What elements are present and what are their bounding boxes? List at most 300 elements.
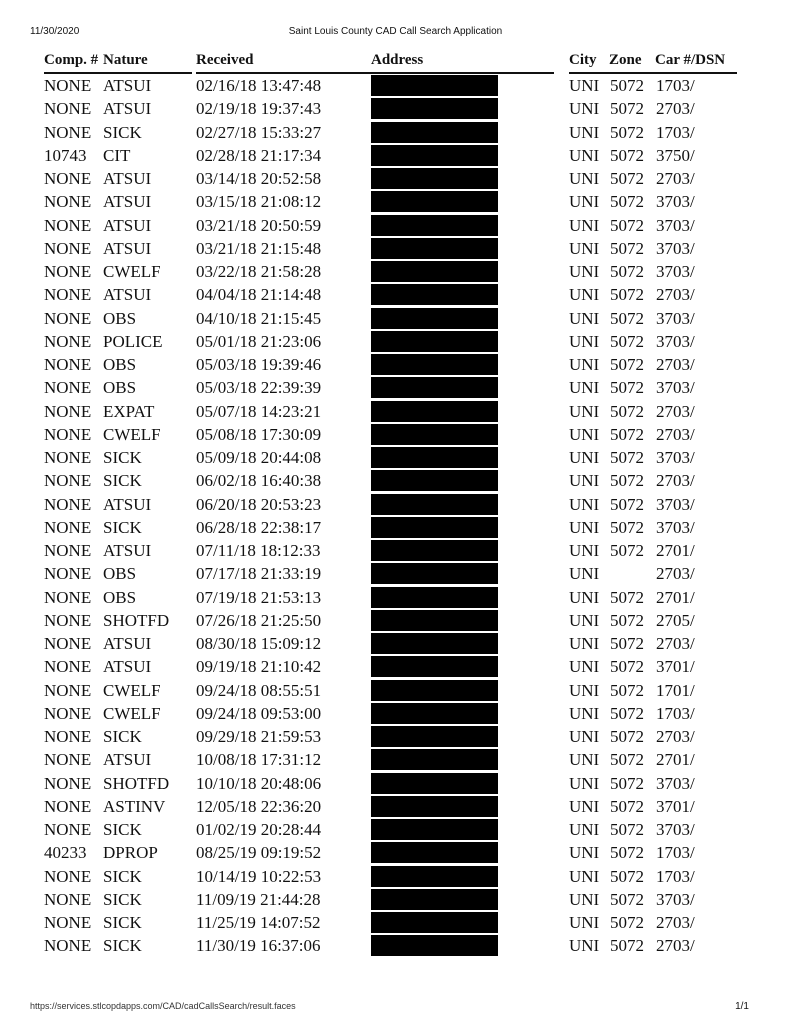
address-redaction — [371, 308, 498, 329]
car-cell: 2701/ — [656, 750, 695, 770]
comp-cell: NONE — [44, 889, 92, 909]
car-cell: 3703/ — [656, 820, 695, 839]
table-row — [0, 934, 791, 957]
car-cell: 2703/ — [656, 169, 695, 188]
nature-cell: SICK — [103, 820, 142, 839]
car-cell: 1703/ — [656, 866, 695, 886]
city-cell: UNI — [569, 866, 600, 886]
city-cell: UNI — [569, 331, 600, 351]
nature-cell: SICK — [103, 936, 142, 956]
nature-cell: CWELF — [103, 680, 161, 700]
nature-cell: ATSUI — [103, 76, 152, 95]
comp-cell: NONE — [44, 820, 92, 839]
city-cell: UNI — [569, 262, 600, 281]
car-cell: 2703/ — [656, 285, 695, 305]
comp-cell: 10743 — [44, 145, 87, 165]
car-cell: 3703/ — [656, 262, 695, 281]
address-redaction — [371, 842, 498, 863]
car-cell: 2703/ — [656, 99, 695, 119]
zone-cell: 5072 — [610, 145, 644, 165]
comp-cell: NONE — [44, 238, 92, 258]
received-cell: 02/19/18 19:37:43 — [196, 99, 322, 119]
nature-cell: ATSUI — [103, 169, 152, 188]
received-cell: 09/29/18 21:59:53 — [196, 727, 322, 746]
city-cell: UNI — [569, 355, 600, 374]
table-row — [0, 283, 791, 306]
address-redaction — [371, 610, 498, 631]
received-cell: 12/05/18 22:36:20 — [196, 796, 322, 816]
table-row — [0, 841, 791, 864]
zone-cell: 5072 — [610, 285, 644, 305]
table-row — [0, 725, 791, 748]
address-redaction — [371, 726, 498, 747]
city-cell: UNI — [569, 192, 600, 212]
received-cell: 02/28/18 21:17:34 — [196, 145, 322, 165]
table-row — [0, 74, 791, 97]
address-redaction — [371, 587, 498, 608]
car-cell: 3703/ — [656, 215, 695, 235]
zone-cell: 5072 — [610, 378, 644, 398]
table-row — [0, 888, 791, 911]
city-cell: UNI — [569, 680, 600, 700]
nature-cell: OBS — [103, 564, 137, 584]
zone-cell: 5072 — [610, 913, 644, 932]
car-cell: 3703/ — [656, 308, 695, 328]
comp-cell: NONE — [44, 262, 92, 281]
received-cell: 05/01/18 21:23:06 — [196, 331, 322, 351]
city-cell: UNI — [569, 750, 600, 770]
zone-cell: 5072 — [610, 122, 644, 142]
received-cell: 11/25/19 14:07:52 — [196, 913, 321, 932]
comp-cell: NONE — [44, 215, 92, 235]
received-cell: 03/21/18 20:50:59 — [196, 215, 322, 235]
address-redaction — [371, 98, 498, 119]
table-row — [0, 911, 791, 934]
comp-cell: NONE — [44, 657, 92, 677]
city-cell: UNI — [569, 471, 600, 491]
comp-cell: NONE — [44, 610, 92, 630]
nature-cell: ATSUI — [103, 657, 152, 677]
comp-cell: NONE — [44, 634, 92, 653]
table-row — [0, 795, 791, 818]
print-date: 11/30/2020 — [30, 26, 80, 37]
comp-cell: NONE — [44, 192, 92, 212]
received-cell: 04/04/18 21:14:48 — [196, 285, 322, 305]
address-redaction — [371, 912, 498, 933]
car-cell: 2701/ — [656, 587, 695, 607]
nature-cell: ATSUI — [103, 99, 152, 119]
address-redaction — [371, 354, 498, 375]
table-row — [0, 655, 791, 678]
zone-cell: 5072 — [610, 843, 644, 863]
car-cell: 1703/ — [656, 76, 695, 95]
zone-cell: 5072 — [610, 796, 644, 816]
zone-cell: 5072 — [610, 424, 644, 444]
received-cell: 05/09/18 20:44:08 — [196, 448, 322, 467]
address-redaction — [371, 261, 498, 282]
nature-cell: OBS — [103, 308, 137, 328]
address-redaction — [371, 680, 498, 701]
table-row — [0, 539, 791, 562]
table-row — [0, 865, 791, 888]
column-header-zone: Zone — [609, 52, 642, 68]
address-redaction — [371, 889, 498, 910]
nature-cell: ATSUI — [103, 541, 152, 560]
nature-cell: OBS — [103, 587, 137, 607]
city-cell: UNI — [569, 587, 600, 607]
received-cell: 06/02/18 16:40:38 — [196, 471, 322, 491]
city-cell: UNI — [569, 796, 600, 816]
comp-cell: NONE — [44, 99, 92, 119]
table-row — [0, 516, 791, 539]
city-cell: UNI — [569, 820, 600, 839]
car-cell: 3703/ — [656, 448, 695, 467]
zone-cell: 5072 — [610, 517, 644, 537]
table-row — [0, 97, 791, 120]
nature-cell: ATSUI — [103, 750, 152, 770]
address-redaction — [371, 563, 498, 584]
comp-cell: NONE — [44, 727, 92, 746]
address-redaction — [371, 749, 498, 770]
nature-cell: DPROP — [103, 843, 158, 863]
comp-cell: NONE — [44, 76, 92, 95]
address-redaction — [371, 122, 498, 143]
address-redaction — [371, 191, 498, 212]
table-row — [0, 702, 791, 725]
comp-cell: 40233 — [44, 843, 87, 863]
table-row — [0, 423, 791, 446]
nature-cell: SICK — [103, 471, 142, 491]
city-cell: UNI — [569, 541, 600, 560]
city-cell: UNI — [569, 494, 600, 514]
car-cell: 3703/ — [656, 238, 695, 258]
received-cell: 05/08/18 17:30:09 — [196, 424, 322, 444]
address-redaction — [371, 540, 498, 561]
table-row — [0, 214, 791, 237]
comp-cell: NONE — [44, 680, 92, 700]
zone-cell: 5072 — [610, 657, 644, 677]
table-row — [0, 400, 791, 423]
comp-cell: NONE — [44, 796, 92, 816]
received-cell: 07/11/18 18:12:33 — [196, 541, 321, 560]
zone-cell: 5072 — [610, 773, 644, 793]
city-cell: UNI — [569, 657, 600, 677]
car-cell: 2703/ — [656, 424, 695, 444]
nature-cell: ATSUI — [103, 634, 152, 653]
nature-cell: ASTINV — [103, 796, 166, 816]
table-row — [0, 586, 791, 609]
footer-url: https://services.stlcopdapps.com/CAD/cadCallsSearch/result.faces — [30, 1001, 296, 1011]
city-cell: UNI — [569, 401, 600, 421]
received-cell: 06/28/18 22:38:17 — [196, 517, 322, 537]
comp-cell: NONE — [44, 424, 92, 444]
table-row — [0, 237, 791, 260]
nature-cell: CWELF — [103, 703, 161, 723]
received-cell: 05/03/18 22:39:39 — [196, 378, 322, 398]
city-cell: UNI — [569, 424, 600, 444]
car-cell: 2705/ — [656, 610, 695, 630]
received-cell: 02/27/18 15:33:27 — [196, 122, 322, 142]
comp-cell: NONE — [44, 308, 92, 328]
car-cell: 2703/ — [656, 564, 695, 584]
car-cell: 2703/ — [656, 355, 695, 374]
city-cell: UNI — [569, 773, 600, 793]
city-cell: UNI — [569, 936, 600, 956]
zone-cell: 5072 — [610, 634, 644, 653]
zone-cell: 5072 — [610, 727, 644, 746]
column-header-nature: Nature — [103, 52, 148, 68]
received-cell: 07/19/18 21:53:13 — [196, 587, 322, 607]
car-cell: 1701/ — [656, 680, 695, 700]
city-cell: UNI — [569, 727, 600, 746]
table-row — [0, 330, 791, 353]
call-table-body — [0, 74, 791, 958]
city-cell: UNI — [569, 703, 600, 723]
zone-cell: 5072 — [610, 99, 644, 119]
car-cell: 3750/ — [656, 145, 695, 165]
nature-cell: ATSUI — [103, 494, 152, 514]
nature-cell: SICK — [103, 727, 142, 746]
table-row — [0, 144, 791, 167]
comp-cell: NONE — [44, 401, 92, 421]
nature-cell: OBS — [103, 378, 137, 398]
received-cell: 03/22/18 21:58:28 — [196, 262, 322, 281]
comp-cell: NONE — [44, 936, 92, 956]
comp-cell: NONE — [44, 750, 92, 770]
car-cell: 1703/ — [656, 703, 695, 723]
car-cell: 3703/ — [656, 773, 695, 793]
car-cell: 2703/ — [656, 913, 695, 932]
city-cell: UNI — [569, 610, 600, 630]
received-cell: 09/24/18 08:55:51 — [196, 680, 322, 700]
address-redaction — [371, 168, 498, 189]
zone-cell: 5072 — [610, 541, 644, 560]
zone-cell: 5072 — [610, 889, 644, 909]
car-cell: 3703/ — [656, 331, 695, 351]
address-redaction — [371, 145, 498, 166]
car-cell: 2703/ — [656, 401, 695, 421]
comp-cell: NONE — [44, 331, 92, 351]
received-cell: 06/20/18 20:53:23 — [196, 494, 322, 514]
zone-cell: 5072 — [610, 936, 644, 956]
table-row — [0, 469, 791, 492]
table-row — [0, 679, 791, 702]
zone-cell: 5072 — [610, 866, 644, 886]
city-cell: UNI — [569, 564, 600, 584]
received-cell: 09/24/18 09:53:00 — [196, 703, 322, 723]
table-row — [0, 376, 791, 399]
column-header-city: City — [569, 52, 597, 68]
nature-cell: SHOTFD — [103, 610, 170, 630]
city-cell: UNI — [569, 308, 600, 328]
nature-cell: CIT — [103, 145, 131, 165]
city-cell: UNI — [569, 448, 600, 467]
table-row — [0, 446, 791, 469]
table-row — [0, 190, 791, 213]
car-cell: 3703/ — [656, 378, 695, 398]
nature-cell: SICK — [103, 889, 142, 909]
table-row — [0, 121, 791, 144]
comp-cell: NONE — [44, 471, 92, 491]
comp-cell: NONE — [44, 355, 92, 374]
nature-cell: ATSUI — [103, 192, 152, 212]
address-redaction — [371, 377, 498, 398]
city-cell: UNI — [569, 843, 600, 863]
zone-cell: 5072 — [610, 238, 644, 258]
nature-cell: SICK — [103, 913, 142, 932]
address-redaction — [371, 284, 498, 305]
address-redaction — [371, 401, 498, 422]
received-cell: 07/17/18 21:33:19 — [196, 564, 322, 584]
received-cell: 07/26/18 21:25:50 — [196, 610, 322, 630]
city-cell: UNI — [569, 76, 600, 95]
city-cell: UNI — [569, 378, 600, 398]
received-cell: 02/16/18 13:47:48 — [196, 76, 322, 95]
comp-cell: NONE — [44, 122, 92, 142]
address-redaction — [371, 75, 498, 96]
comp-cell: NONE — [44, 587, 92, 607]
column-header-comp: Comp. # — [44, 52, 99, 68]
zone-cell: 5072 — [610, 262, 644, 281]
table-row — [0, 772, 791, 795]
car-cell: 2703/ — [656, 634, 695, 653]
comp-cell: NONE — [44, 285, 92, 305]
table-row — [0, 609, 791, 632]
zone-cell: 5072 — [610, 703, 644, 723]
comp-cell: NONE — [44, 541, 92, 560]
nature-cell: ATSUI — [103, 285, 152, 305]
comp-cell: NONE — [44, 564, 92, 584]
table-row — [0, 260, 791, 283]
nature-cell: SICK — [103, 866, 142, 886]
address-redaction — [371, 866, 498, 887]
nature-cell: POLICE — [103, 331, 163, 351]
zone-cell: 5072 — [610, 401, 644, 421]
received-cell: 10/14/19 10:22:53 — [196, 866, 322, 886]
received-cell: 03/15/18 21:08:12 — [196, 192, 322, 212]
city-cell: UNI — [569, 889, 600, 909]
zone-cell: 5072 — [610, 820, 644, 839]
nature-cell: CWELF — [103, 262, 161, 281]
address-redaction — [371, 819, 498, 840]
city-cell: UNI — [569, 238, 600, 258]
address-redaction — [371, 633, 498, 654]
city-cell: UNI — [569, 517, 600, 537]
address-redaction — [371, 494, 498, 515]
table-row — [0, 493, 791, 516]
comp-cell: NONE — [44, 378, 92, 398]
zone-cell: 5072 — [610, 308, 644, 328]
car-cell: 2703/ — [656, 471, 695, 491]
zone-cell: 5072 — [610, 680, 644, 700]
column-header-address: Address — [371, 52, 424, 68]
city-cell: UNI — [569, 634, 600, 653]
table-row — [0, 562, 791, 585]
city-cell: UNI — [569, 169, 600, 188]
address-redaction — [371, 935, 498, 956]
received-cell: 11/09/19 21:44:28 — [196, 889, 321, 909]
city-cell: UNI — [569, 215, 600, 235]
nature-cell: CWELF — [103, 424, 161, 444]
received-cell: 10/08/18 17:31:12 — [196, 750, 322, 770]
car-cell: 2703/ — [656, 936, 695, 956]
nature-cell: SICK — [103, 122, 142, 142]
received-cell: 11/30/19 16:37:06 — [196, 936, 321, 956]
zone-cell: 5072 — [610, 215, 644, 235]
nature-cell: SHOTFD — [103, 773, 170, 793]
received-cell: 05/03/18 19:39:46 — [196, 355, 322, 374]
column-header-received: Received — [196, 52, 254, 68]
table-row — [0, 307, 791, 330]
city-cell: UNI — [569, 145, 600, 165]
nature-cell: SICK — [103, 517, 142, 537]
received-cell: 05/07/18 14:23:21 — [196, 401, 322, 421]
city-cell: UNI — [569, 99, 600, 119]
address-redaction — [371, 517, 498, 538]
comp-cell: NONE — [44, 866, 92, 886]
received-cell: 08/25/19 09:19:52 — [196, 843, 322, 863]
comp-cell: NONE — [44, 913, 92, 932]
car-cell: 3701/ — [656, 796, 695, 816]
received-cell: 03/14/18 20:52:58 — [196, 169, 322, 188]
car-cell: 1703/ — [656, 122, 695, 142]
table-row — [0, 353, 791, 376]
zone-cell: 5072 — [610, 587, 644, 607]
comp-cell: NONE — [44, 773, 92, 793]
car-cell: 3703/ — [656, 192, 695, 212]
car-cell: 2703/ — [656, 727, 695, 746]
address-redaction — [371, 796, 498, 817]
received-cell: 10/10/18 20:48:06 — [196, 773, 322, 793]
table-row — [0, 748, 791, 771]
address-redaction — [371, 470, 498, 491]
nature-cell: ATSUI — [103, 215, 152, 235]
city-cell: UNI — [569, 913, 600, 932]
address-redaction — [371, 331, 498, 352]
address-redaction — [371, 238, 498, 259]
received-cell: 01/02/19 20:28:44 — [196, 820, 322, 839]
city-cell: UNI — [569, 285, 600, 305]
table-row — [0, 632, 791, 655]
comp-cell: NONE — [44, 448, 92, 467]
zone-cell: 5072 — [610, 750, 644, 770]
zone-cell: 5072 — [610, 331, 644, 351]
nature-cell: ATSUI — [103, 238, 152, 258]
car-cell: 2701/ — [656, 541, 695, 560]
received-cell: 04/10/18 21:15:45 — [196, 308, 322, 328]
address-redaction — [371, 703, 498, 724]
comp-cell: NONE — [44, 169, 92, 188]
address-redaction — [371, 447, 498, 468]
table-row — [0, 818, 791, 841]
car-cell: 1703/ — [656, 843, 695, 863]
table-row — [0, 167, 791, 190]
address-redaction — [371, 215, 498, 236]
zone-cell: 5072 — [610, 610, 644, 630]
page-title: Saint Louis County CAD Call Search Application — [288, 26, 503, 37]
nature-cell: EXPAT — [103, 401, 155, 421]
nature-cell: OBS — [103, 355, 137, 374]
comp-cell: NONE — [44, 703, 92, 723]
address-redaction — [371, 656, 498, 677]
nature-cell: SICK — [103, 448, 142, 467]
received-cell: 09/19/18 21:10:42 — [196, 657, 322, 677]
page-number: 1/1 — [735, 1001, 749, 1012]
car-cell: 3703/ — [656, 517, 695, 537]
car-cell: 3701/ — [656, 657, 695, 677]
zone-cell: 5072 — [610, 192, 644, 212]
zone-cell: 5072 — [610, 448, 644, 467]
